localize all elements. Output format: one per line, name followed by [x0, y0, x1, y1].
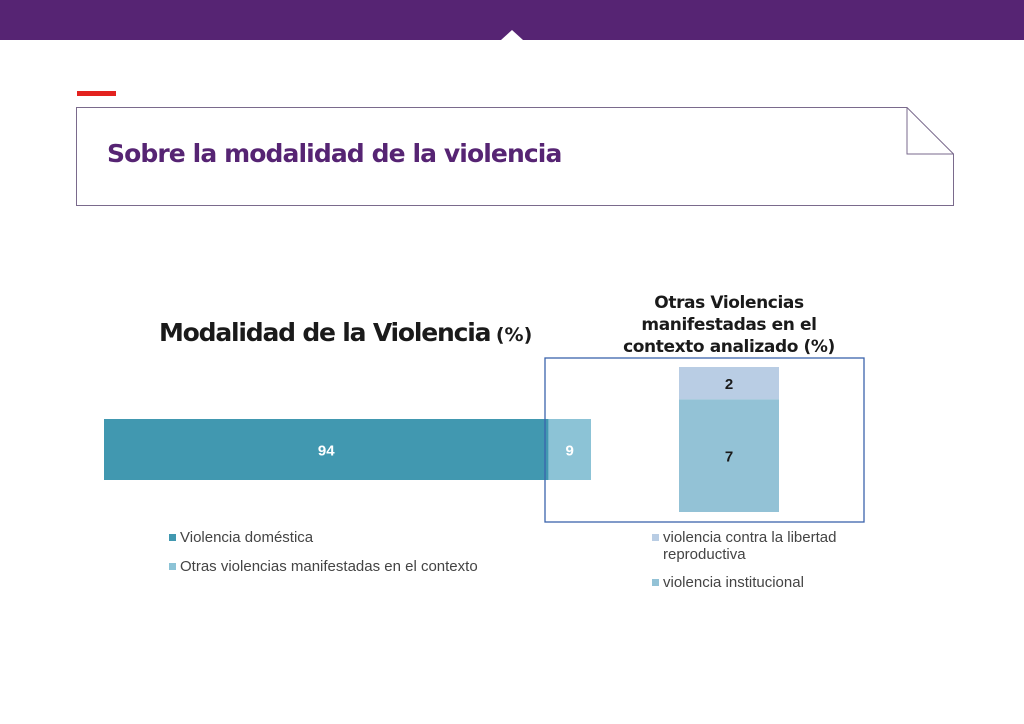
side-bar-label-2: 2 [724, 376, 734, 394]
main-chart-title-unit: (%) [495, 324, 533, 346]
main-legend-swatch-2 [169, 563, 176, 570]
main-bar-label-2: 9 [565, 442, 574, 460]
main-legend-swatch-1 [169, 534, 176, 541]
side-legend-swatch-1 [652, 534, 659, 541]
side-legend-label-2: violencia institucional [663, 574, 804, 591]
side-legend-label-1: violencia contra la libertad reproductiva [663, 529, 837, 563]
main-legend-label-2: Otras violencias manifestadas en el contexto [180, 558, 478, 575]
main-chart-title-text: Modalidad de la Violencia [159, 318, 491, 347]
side-bar-label-1: 7 [724, 448, 734, 466]
side-chart-title: Otras Violencias manifestadas en el contexto analizado (%) [623, 293, 835, 357]
page-title: Sobre la modalidad de la violencia [107, 139, 562, 168]
main-legend-label-1: Violencia doméstica [180, 529, 314, 546]
main-bar-label-1: 94 [317, 442, 335, 460]
side-legend-swatch-2 [652, 579, 659, 586]
